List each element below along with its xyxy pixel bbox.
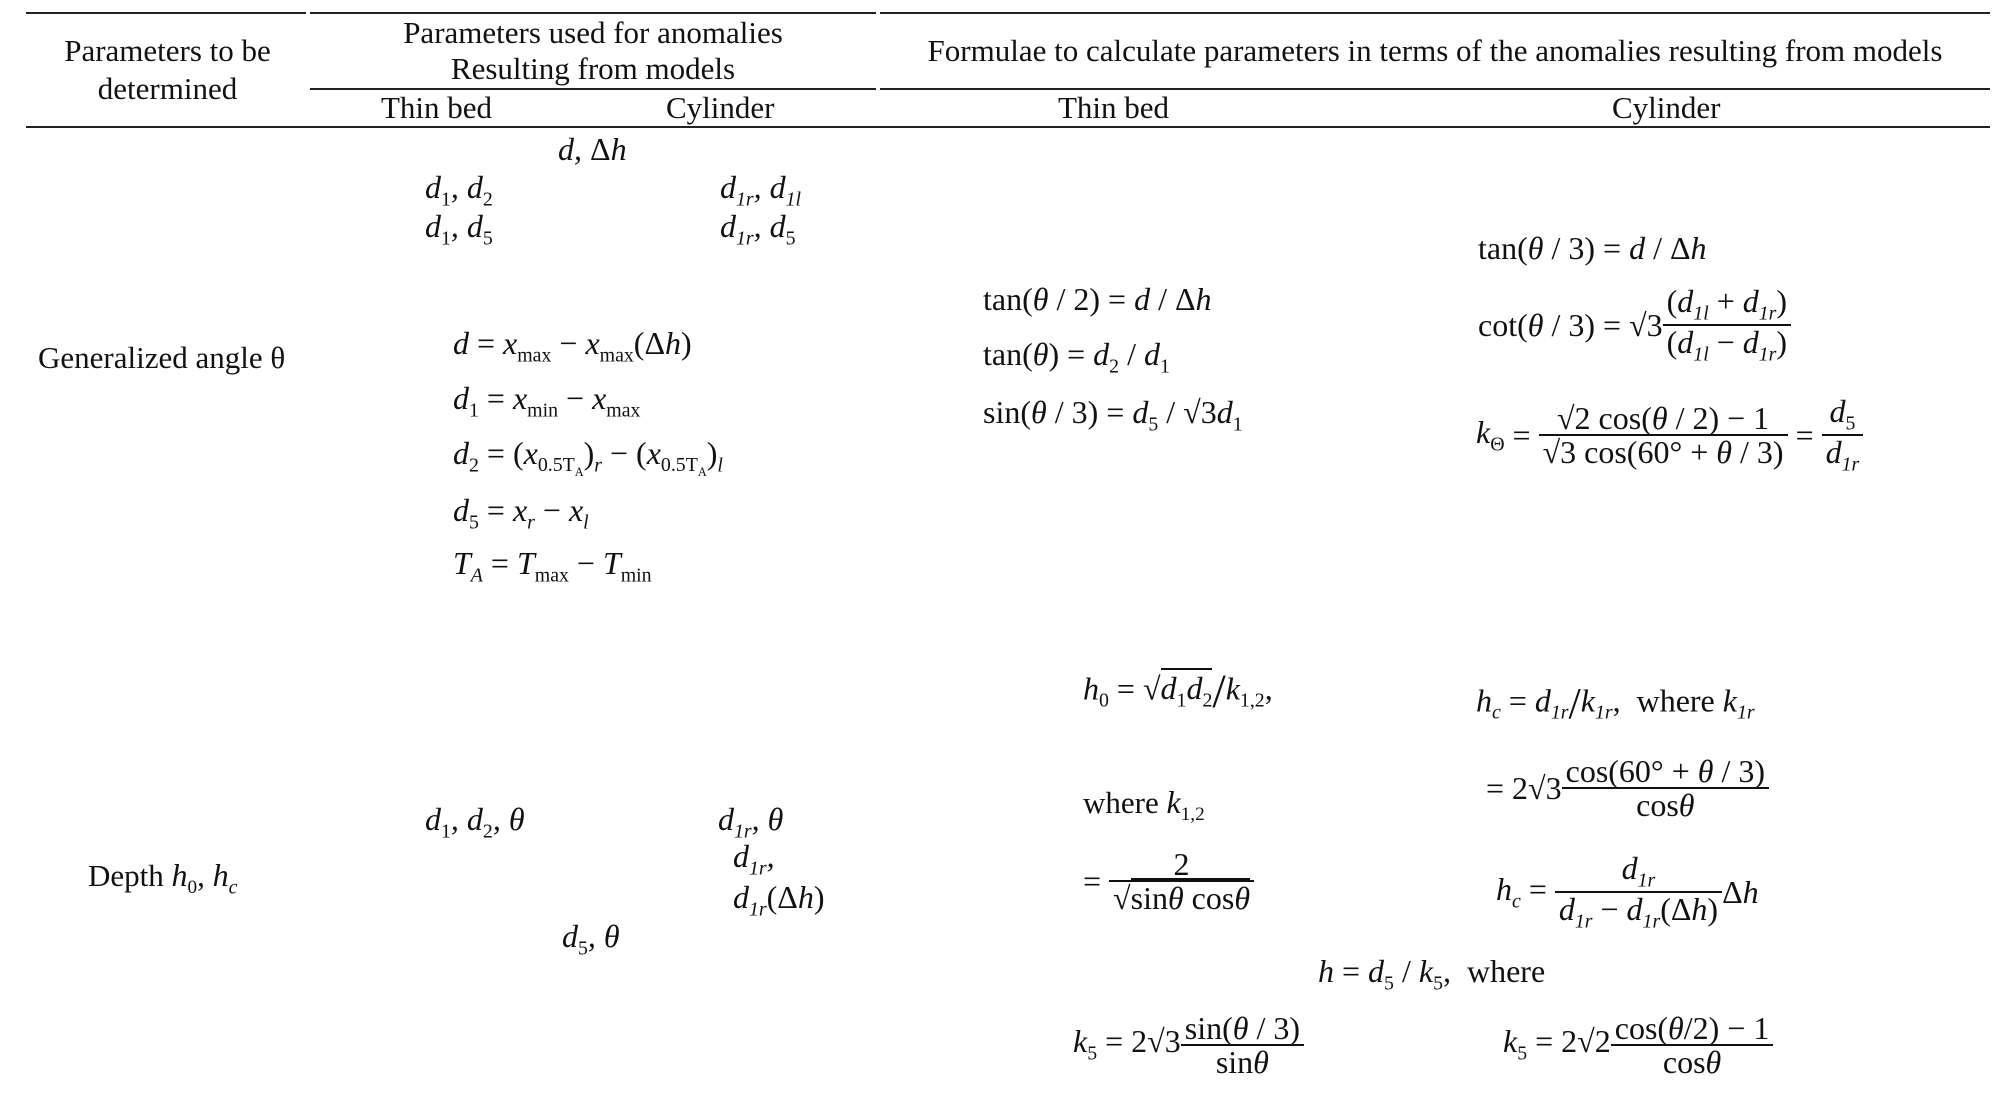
row2-thin-formula-3: = $\frac{2}{\text{√sinθ cosθ}}$ bbox=[1083, 848, 1254, 914]
row1-label-text: Generalized angle θ bbox=[38, 340, 286, 375]
col-divider-right bbox=[876, 12, 880, 126]
row1-thin-formula-2: $\tan(\theta) = d_2 / d_1$ bbox=[983, 336, 1170, 378]
row1-param-cyl-b: $d_{1r}$, $d_5$ bbox=[720, 208, 796, 250]
row2-k5-thin: $k_5 = 2√3$ $\frac{\sin(\theta / 3)}{\sin\theta}$ bbox=[1073, 1012, 1304, 1078]
subheader-cylinder-2: Cylinder bbox=[1612, 90, 1721, 125]
row1-cyl-formula-2: cot(θ / 3) = √3 $\frac{(d_{1l} + d_{1r})}{(d_{1l} - d_{1r})}$ bbox=[1478, 285, 1791, 365]
row1-cyl-formula-3: $k_\Theta$ = $\frac{√2 \cos(\theta / 2) - 1}{√3 \cos(60^\circ + \theta / 3)}$ = $\frac{d_5}{d_{1r}}$ bbox=[1476, 395, 1863, 475]
row2-shared-formula: $h = d_5 / k_5$, where bbox=[1318, 953, 1546, 995]
header-col1-line1: Parameters to be bbox=[64, 33, 271, 68]
header-bottom-rule bbox=[26, 126, 1990, 128]
row1-param-cyl-a: $d_{1r}$, $d_{1l}$ bbox=[720, 169, 802, 211]
row1-def-d5: $d_5 = x_r - x_l$ bbox=[453, 492, 589, 534]
subheader-thin-bed-2: Thin bed bbox=[1058, 90, 1170, 125]
row1-param-thin-b: $d_1$, $d_5$ bbox=[425, 208, 493, 250]
row1-label bbox=[38, 342, 285, 373]
header-col1-line2: determined bbox=[97, 71, 238, 106]
top-rule bbox=[26, 12, 1990, 14]
row2-param-shared: $d_5$, θ bbox=[562, 918, 620, 960]
row1-def-d: $d = x_{max} - x_{max}(\Delta h)$ bbox=[453, 325, 692, 367]
row2-param-cyl-c: $d_{1r}(\Delta h)$ bbox=[733, 879, 825, 921]
row1-param-thin-a: $d_1$, $d_2$ bbox=[425, 169, 493, 211]
header-col3: Formulae to calculate parameters in terms of the anomalies resulting from models bbox=[927, 33, 1943, 68]
header-col2-line2: Resulting from models bbox=[450, 51, 736, 86]
row2-param-cyl-a: $d_{1r}$, θ bbox=[718, 801, 784, 843]
row2-param-thin: $d_1$, $d_2$, θ bbox=[425, 801, 525, 843]
subheader-thin-bed: Thin bed bbox=[381, 90, 493, 125]
row2-cyl-formula-3: $h_c$ = $\frac{d_{1r}}{d_{1r} - d_{1r}(\Delta h)}$ Δh bbox=[1496, 850, 1759, 933]
row2-thin-formula-1: $h_0 = √d_1d_2/k_{1,2}$, bbox=[1083, 665, 1273, 718]
row1-cyl-formula-1: tan(θ / 3) = d / Δh bbox=[1478, 230, 1707, 266]
header-col2-line1: Parameters used for anomalies bbox=[403, 15, 783, 50]
row2-k5-cyl: $k_5 = 2√2$ $\frac{\cos(\theta/2) - 1}{\cos\theta}$ bbox=[1503, 1012, 1773, 1078]
row1-param-shared: d, Δh bbox=[558, 131, 627, 167]
row1-def-d1: $d_1 = x_{min} - x_{max}$ bbox=[453, 380, 641, 422]
row2-cyl-formula-2: = 2√3 $\frac{\cos(60^\circ + \theta / 3)}{\cos\theta}$ bbox=[1486, 755, 1769, 821]
row2-cyl-formula-1: $h_c = d_{1r}/k_{1r}$, where $k_{1r}$ bbox=[1476, 679, 1755, 728]
row2-thin-formula-2: where $k_{1,2}$ bbox=[1083, 784, 1205, 826]
row2-label: Depth $h_0$, $h_c$ bbox=[88, 857, 238, 899]
subheader-cylinder: Cylinder bbox=[666, 90, 775, 125]
row2-param-cyl-b: $d_{1r}$, bbox=[733, 838, 775, 880]
row1-thin-formula-1: tan(θ / 2) = d / Δh bbox=[983, 281, 1212, 317]
row1-def-ta: $T_A = T_{max} - T_{min}$ bbox=[453, 545, 652, 587]
row1-thin-formula-3: $\sin(\theta / 3) = d_5 / √3d_1$ bbox=[983, 394, 1243, 436]
row1-def-d2: $d_2 = (x_{0.5T_A})_r - (x_{0.5T_A})_l$ bbox=[453, 435, 723, 480]
